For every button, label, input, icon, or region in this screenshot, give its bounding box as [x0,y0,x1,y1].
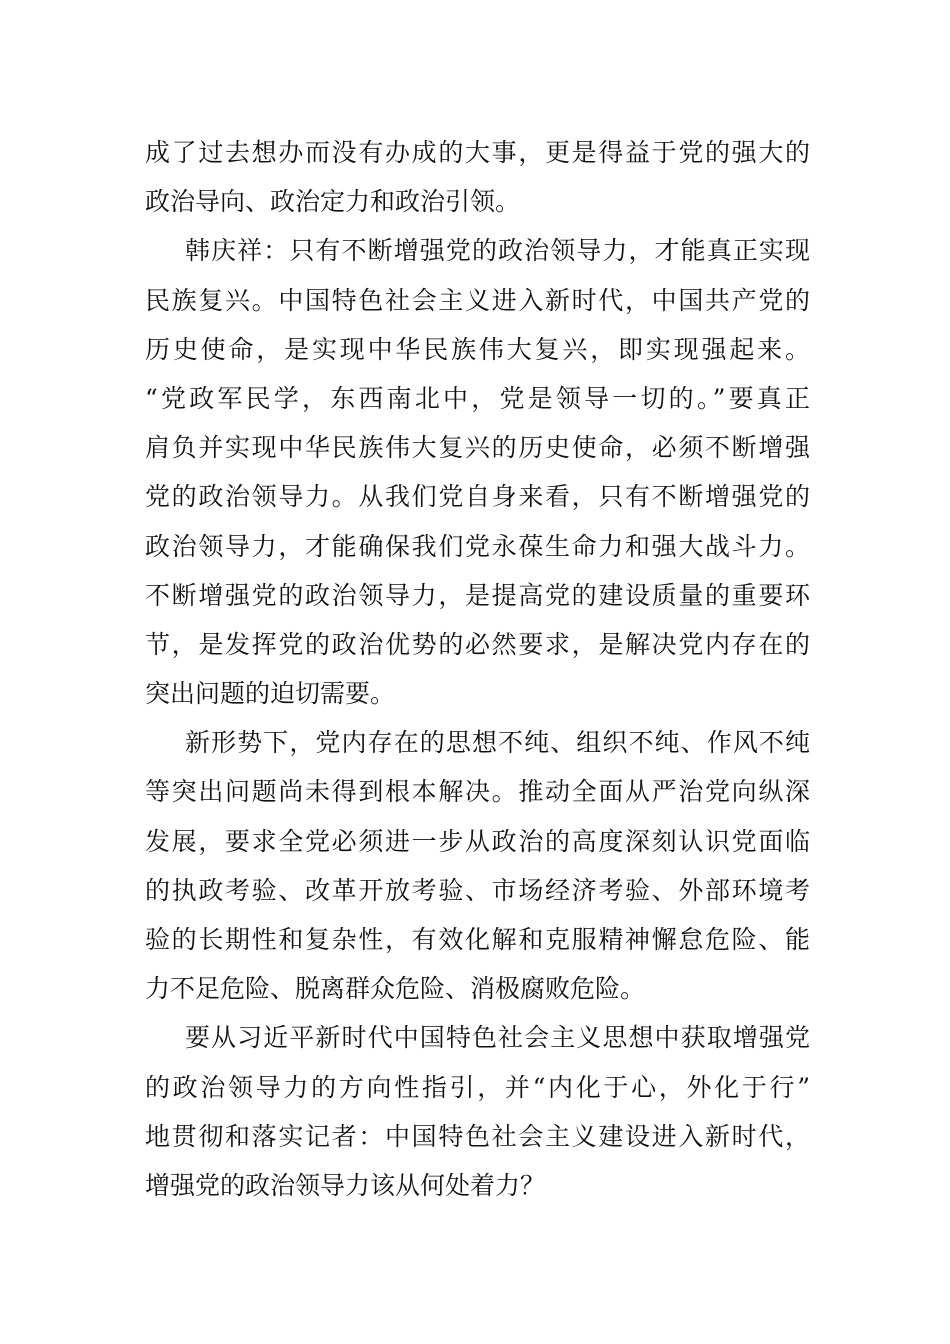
text-line: 发展，要求全党必须进一步从政治的高度深刻认识党面临 [145,826,810,856]
text-line: 验的长期性和复杂性，有效化解和克服精神懈怠危险、能 [145,925,810,954]
text-line: 肩负并实现中华民族伟大复兴的历史使命，必须不断增强 [145,433,810,463]
text-line: 要从习近平新时代中国特色社会主义思想中获取增强党 [185,1023,810,1053]
text-line: 等突出问题尚未得到根本解决。推动全面从严治党向纵深 [145,777,810,807]
text-line: 成了过去想办而没有办成的大事，更是得益于党的强大的 [145,138,810,167]
text-line: 不断增强党的政治领导力，是提高党的建设质量的重要环 [145,580,810,610]
text-line: 的政治领导力的方向性指引，并“内化于心，外化于行” [145,1072,810,1102]
text-line: 政治领导力，才能确保我们党永葆生命力和强大战斗力。 [145,531,810,561]
text-line: 历史使命，是实现中华民族伟大复兴，即实现强起来。 [145,334,810,364]
text-line: “党政军民学，东西南北中，党是领导一切的。”要真正 [145,383,810,413]
text-line: 力不足危险、脱离群众危险、消极腐败危险。 [145,974,646,1004]
text-line: 民族复兴。中国特色社会主义进入新时代，中国共产党的 [145,285,810,315]
text-line: 地贯彻和落实记者：中国特色社会主义建设进入新时代， [145,1121,810,1151]
text-line: 节，是发挥党的政治优势的必然要求，是解决党内存在的 [145,629,810,659]
text-line: 新形势下，党内存在的思想不纯、组织不纯、作风不纯 [185,728,810,758]
text-line: 增强党的政治领导力该从何处着力？ [145,1170,546,1200]
text-line: 韩庆祥：只有不断增强党的政治领导力，才能真正实现 [185,236,810,266]
document-body [145,128,810,1210]
text-line: 党的政治领导力。从我们党自身来看，只有不断增强党的 [145,482,810,512]
text-line: 政治导向、政治定力和政治引领。 [145,187,521,217]
text-line: 的执政考验、改革开放考验、市场经济考验、外部环境考 [145,875,810,905]
text-line: 突出问题的迫切需要。 [145,679,396,709]
